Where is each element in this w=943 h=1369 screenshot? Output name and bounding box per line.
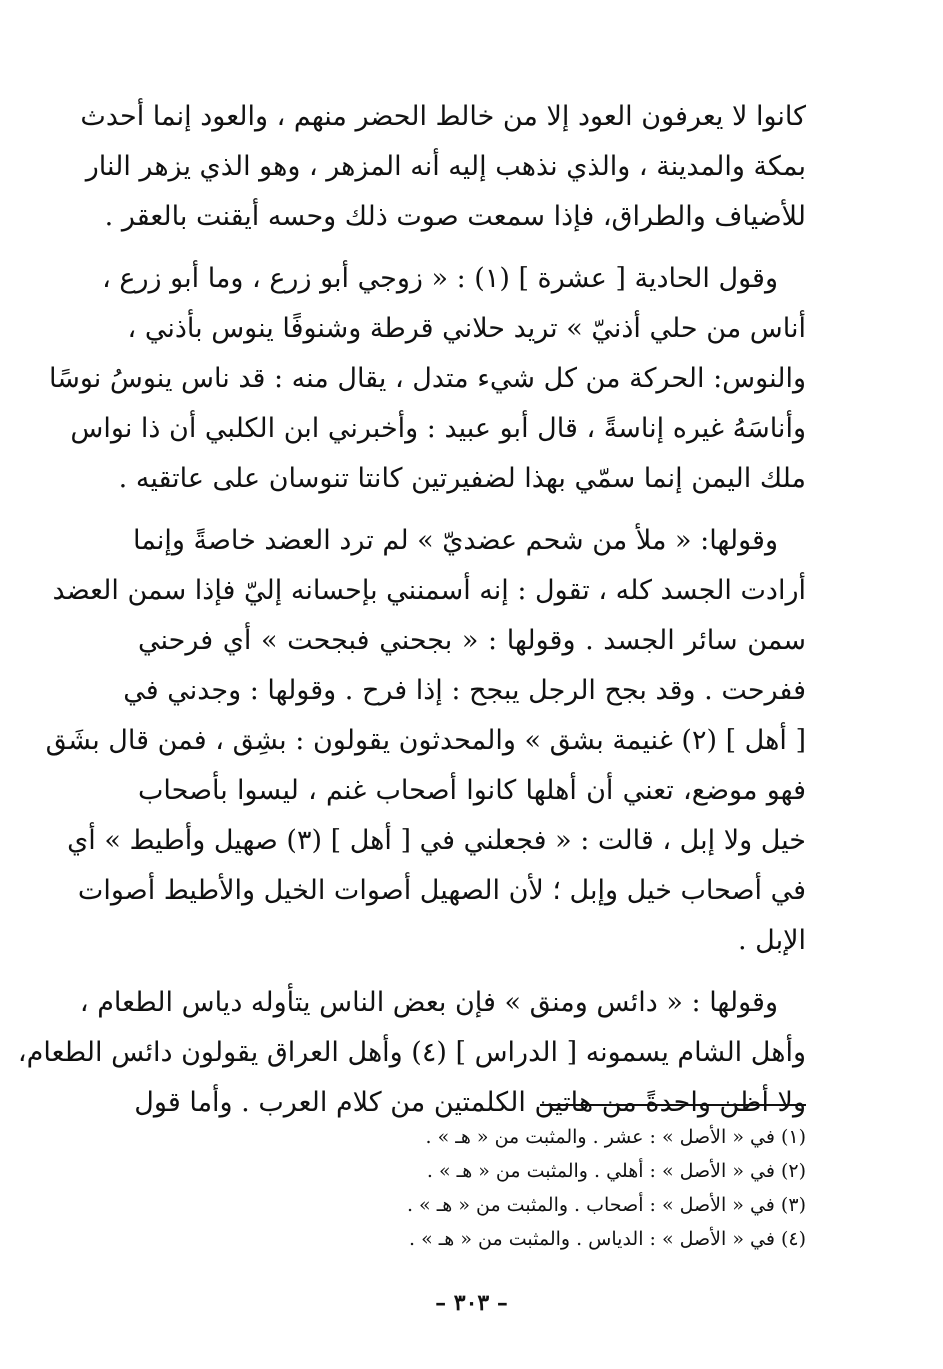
footnote-2: (٢) في « الأصل » : أهلي . والمثبت من « هـ » . (426, 1160, 806, 1182)
text-line: وقولها : « دائس ومنق » فإن بعض الناس يتأوله دياس الطعام ، (79, 987, 778, 1018)
text-line: ولا أظن واحدةً من هاتين الكلمتين من كلام العرب . وأما قول (134, 1087, 806, 1118)
text-line: والنوس: الحركة من كل شيء متدل ، يقال منه : قد ناس ينوسُ نوسًا (49, 363, 806, 394)
text-line: وأهل الشام يسمونه [ الدراس ] (٤) وأهل العراق يقولون دائس الطعام، (17, 1037, 806, 1068)
footnotes (138, 1120, 806, 1256)
paragraph-3 (45, 516, 806, 966)
text-line: في أصحاب خيل وإبل ؛ لأن الصهيل أصوات الخيل والأطيط أصوات (77, 875, 806, 906)
text-line: ملك اليمن إنما سمّي بهذا لضفيرتين كانتا تنوسان على عاتقيه . (118, 463, 806, 494)
text-line: خيل ولا إبل ، قالت : « فجعلني في [ أهل ] (٣) صهيل وأطيط » أي (67, 825, 806, 856)
footnote-3: (٣) في « الأصل » : أصحاب . والمثبت من « هـ » . (406, 1194, 806, 1216)
paragraph-1 (80, 92, 806, 242)
footnote-1: (١) في « الأصل » : عشر . والمثبت من « هـ » . (425, 1126, 806, 1148)
text-line: [ أهل ] (٢) غنيمة بشق » والمحدثون يقولون : بشِق ، فمن قال بشَق (45, 725, 806, 756)
text-line: فهو موضع، تعني أن أهلها كانوا أصحاب غنم ، ليسوا بأصحاب (138, 775, 806, 806)
text-line: ففرحت . وقد بجح الرجل يبجح : إذا فرح . وقولها : وجدني في (123, 675, 806, 706)
page-number: – ٣٠٣ – (435, 1290, 508, 1316)
text-line: أرادت الجسد كله ، تقول : إنه أسمنني بإحسانه إليّ فإذا سمن العضد (52, 575, 806, 606)
text-line: وأناسَهُ غيره إناسةً ، قال أبو عبيد : وأخبرني ابن الكلبي أن ذا نواس (70, 413, 806, 444)
text-line: الإبل . (737, 925, 806, 956)
text-line: سمن سائر الجسد . وقولها : « بجحني فبجحت » أي فرحني (138, 625, 806, 656)
text-line: وقولها: « ملأ من شحم عضديّ » لم ترد العضد خاصةً وإنما (133, 525, 778, 556)
main-text (17, 92, 806, 1140)
footnote-divider (540, 1104, 806, 1106)
text-line: وقول الحادية [ عشرة ] (١) : « زوجي أبو زرع ، وما أبو زرع ، (102, 263, 778, 294)
text-line: كانوا لا يعرفون العود إلا من خالط الحضر منهم ، والعود إنما أحدث (80, 101, 806, 132)
text-line: أناس من حلي أذنيّ » تريد حلاني قرطة وشنوفًا ينوس بأذني ، (127, 313, 806, 344)
footnote-4: (٤) في « الأصل » : الدياس . والمثبت من « هـ » . (409, 1228, 806, 1250)
text-line: بمكة والمدينة ، والذي نذهب إليه أنه المزهر ، وهو الذي يزهر النار (85, 151, 806, 182)
paragraph-2 (49, 254, 806, 504)
text-line: للأضياف والطراق، فإذا سمعت صوت ذلك وحسه أيقنت بالعقر . (104, 201, 806, 232)
